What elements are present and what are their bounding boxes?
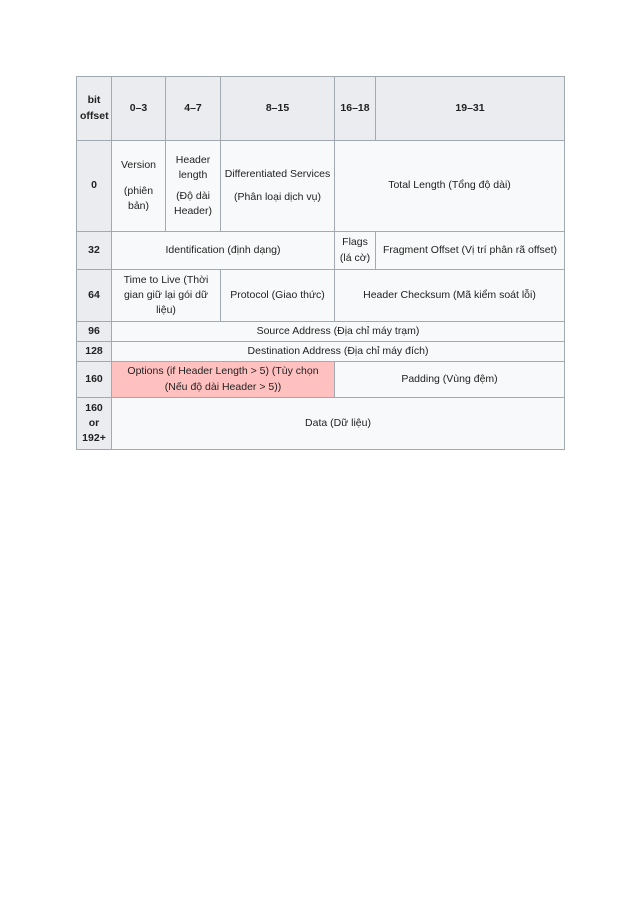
offset-label-3: 192+ [82, 431, 106, 444]
table-row [77, 270, 565, 322]
bits-8-15-header: 8–15 [221, 77, 335, 141]
offset-cell: 160 [77, 362, 112, 397]
identification-cell: Identification (định dạng) [112, 232, 335, 270]
bit-offset-header: bit offset [77, 77, 112, 141]
destination-address-cell: Destination Address (Địa chỉ máy đích) [112, 342, 565, 362]
offset-label-2: or [88, 416, 100, 429]
bits-0-3-header: 0–3 [112, 77, 166, 141]
ihl-label-2: length [178, 168, 208, 181]
table-row [77, 362, 565, 397]
flags-cell [335, 232, 376, 270]
ihl-label-vi-1: (Độ dài [176, 190, 210, 202]
version-label-vi-1: (phiên [123, 184, 154, 197]
table-row [77, 342, 565, 362]
version-label: Version [120, 158, 157, 171]
offset-cell: 128 [77, 342, 112, 362]
dscp-label-vi: (Phân loại dịch vụ) [234, 191, 321, 203]
total-length-cell: Total Length (Tổng độ dài) [335, 141, 565, 232]
header-length-cell [166, 141, 221, 232]
dscp-label: Differentiated Services [224, 167, 331, 180]
offset-cell: 32 [77, 232, 112, 270]
table-row [77, 322, 565, 342]
offset-cell: 0 [77, 141, 112, 232]
offset-cell: 64 [77, 270, 112, 322]
dscp-cell [221, 141, 335, 232]
version-label-vi-2: bản) [127, 200, 149, 213]
offset-cell [77, 397, 112, 449]
protocol-cell: Protocol (Giao thức) [221, 270, 335, 322]
source-address-cell: Source Address (Địa chỉ máy trạm) [112, 322, 565, 342]
flags-label: Flags [342, 236, 368, 249]
bits-19-31-header: 19–31 [376, 77, 565, 141]
header-row [77, 77, 565, 141]
ihl-label-vi-2: Header) [174, 205, 212, 218]
bits-16-18-header: 16–18 [335, 77, 376, 141]
offset-label-1: 160 [85, 401, 103, 414]
padding-cell: Padding (Vùng đệm) [335, 362, 565, 397]
bits-4-7-header: 4–7 [166, 77, 221, 141]
version-cell [112, 141, 166, 232]
fragment-offset-cell: Fragment Offset (Vị trí phân rã offset) [376, 232, 565, 270]
ttl-cell: Time to Live (Thời gian giữ lại gói dữ liệu) [112, 270, 221, 322]
flags-label-vi: (lá cờ) [339, 251, 371, 264]
options-cell: Options (if Header Length > 5) (Tùy chọn (Nếu độ dài Header > 5)) [112, 362, 335, 397]
header-checksum-cell: Header Checksum (Mã kiểm soát lỗi) [335, 270, 565, 322]
ipv4-header-table [76, 76, 565, 450]
table-row [77, 141, 565, 232]
offset-cell: 96 [77, 322, 112, 342]
ihl-label-1: Header [175, 153, 211, 166]
table-row [77, 232, 565, 270]
data-cell: Data (Dữ liệu) [112, 397, 565, 449]
table-row [77, 397, 565, 449]
